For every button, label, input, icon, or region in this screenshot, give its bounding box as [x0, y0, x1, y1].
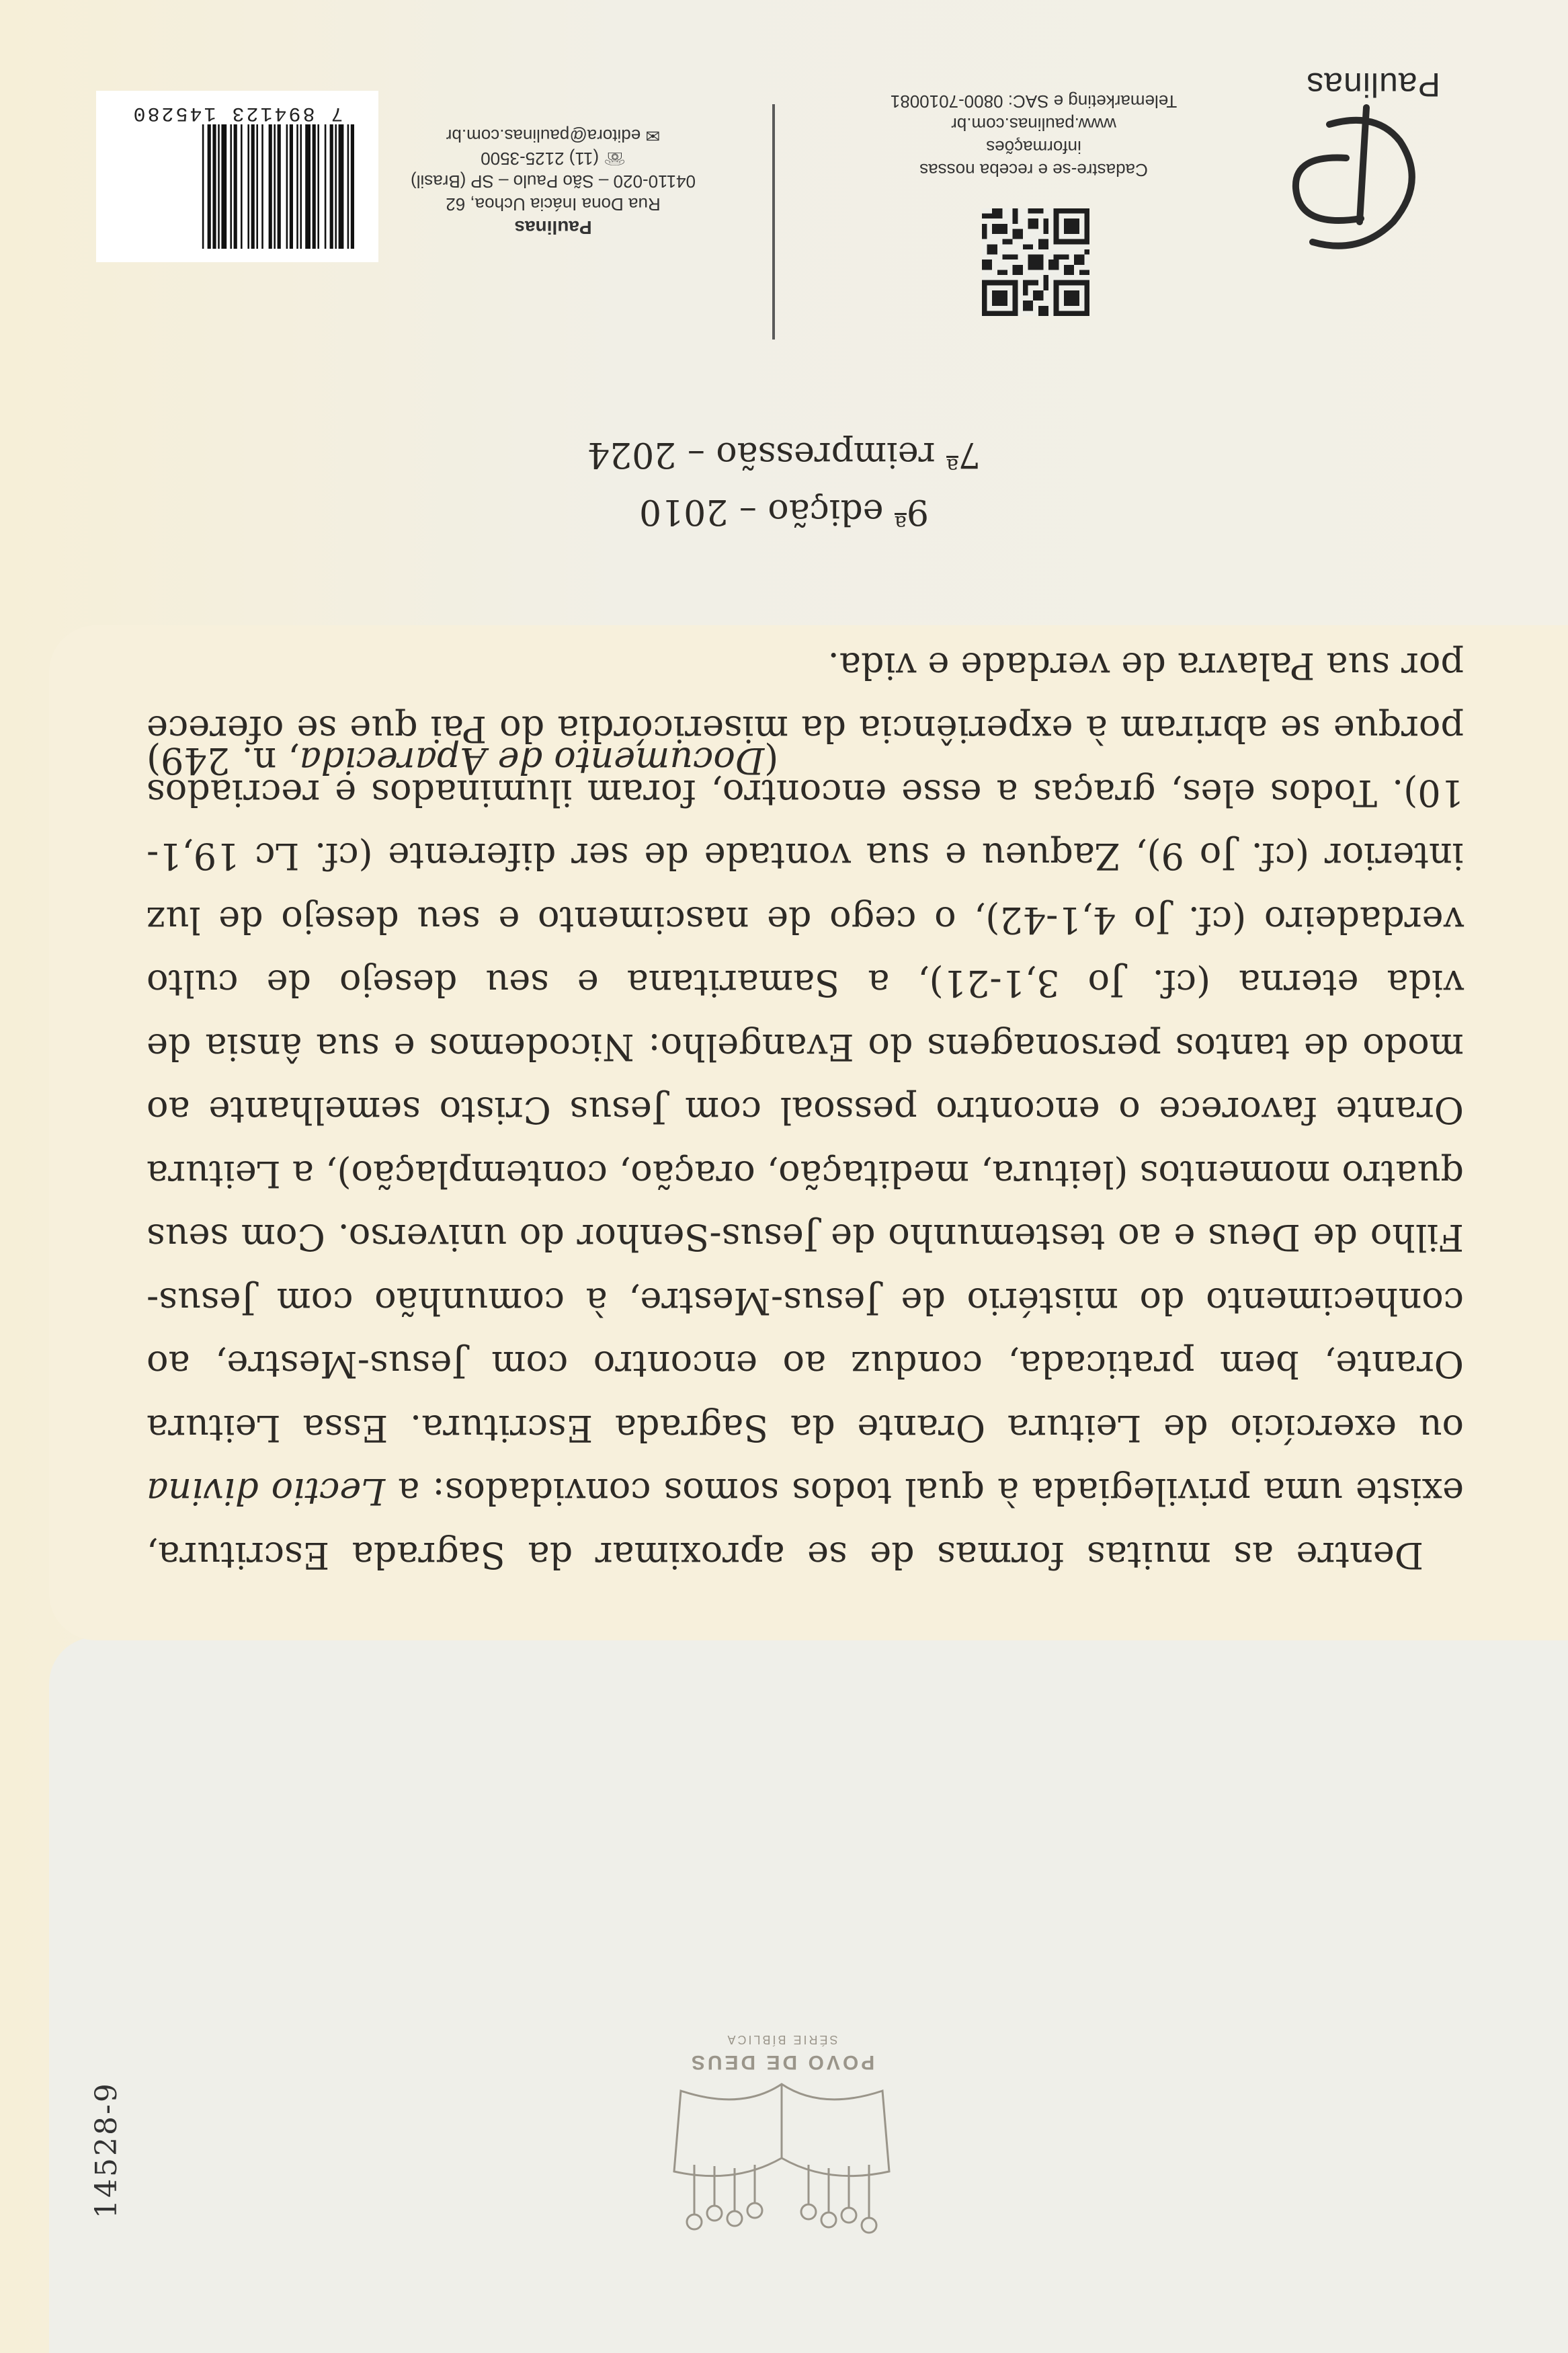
open-bible-with-people-icon	[641, 2024, 923, 2245]
barcode-bar	[339, 124, 344, 249]
barcode-area	[96, 91, 378, 262]
barcode-bar	[221, 124, 226, 249]
barcode-bar	[230, 124, 232, 249]
cover-code: 14528-9	[89, 2081, 124, 2219]
address-phone: ☏ (11) 2125-3500	[481, 149, 626, 169]
publisher-name: Paulinas	[1306, 66, 1440, 104]
barcode-bar	[269, 124, 272, 249]
quote-part-2: ou exercício de Leitura Orante da Sagrada Escritura. Essa Leitura Orante, bem praticada, conduz ao encontro com Jesus-Mestre, ao conhecimento do mistério de Jesus-Mestre, à comunhão com Jesus-Filho de Deus e ao testemunho de Jesus-Senhor do universo. Com seus quatro momentos (leitura, meditação, oração, contemplação), a Leitura Orante favorece o encontro pessoal com Jesus Cristo semelhante ao modo de tantos personagens do Evangelho: Nicodemos e sua ânsia de vida eterna (cf. Jo 3,1-21), a Samaritana e seu desejo de culto verdadeiro (cf. Jo 4,1-42), o cego de nascimento e seu desejo de luz interior (cf. Jo 9), Zaqueu e sua vontade de ser diferente (cf. Lc 19,1-10). Todos eles, graças a esse encontro, foram iluminados e recriados porque se abriram à experiência da misericórdia do Pai que se oferece por sua Palavra de verdade e vida.	[147, 645, 1464, 1449]
address-email[interactable]: ✉ editora@paulinas.com.br	[446, 126, 661, 146]
quote-part-1: Dentre as muitas formas de se aproximar da Sagrada Escritura, existe uma privilegiada à qual todos somos convidados: a	[147, 1470, 1464, 1577]
barcode-digits: 7 894123 145280	[131, 102, 343, 124]
edition-line: 9$^a$ edição – 2010	[638, 491, 930, 534]
barcode-bar	[300, 124, 302, 249]
source-title: Documento de Aparecida	[299, 740, 765, 782]
barcode-bar	[202, 124, 204, 249]
barcode-bar	[241, 124, 243, 249]
publisher-address	[392, 124, 714, 239]
barcode-bar	[278, 124, 281, 249]
address-brand: Paulinas	[514, 217, 592, 238]
barcode-bar	[347, 124, 349, 249]
barcode-bar	[351, 124, 354, 249]
barcode-bar	[212, 124, 216, 249]
series-title: POVO DE DEUS	[688, 2051, 875, 2073]
address-city: 04110-020 – São Paulo – SP (Brasil)	[411, 171, 696, 192]
barcode-bar	[313, 124, 316, 249]
envelope-icon: ✉	[645, 126, 661, 146]
divider	[772, 104, 775, 340]
barcode-bar	[305, 124, 311, 249]
barcode-bar	[286, 124, 288, 249]
barcode-bar	[330, 124, 333, 249]
reprint-line: 7$^a$ reimpressão – 2024	[587, 434, 981, 477]
quote-source: (Documento de Aparecida, n. 249)	[147, 740, 779, 782]
barcode-bar	[234, 124, 237, 249]
barcode-bar	[317, 124, 319, 249]
series-subtitle: SÉRIE BÍBLICA	[725, 2033, 838, 2046]
quote-italic-term: Lectio divina	[146, 1470, 386, 1513]
phone-icon: ☏	[604, 149, 626, 169]
barcode-icon	[116, 124, 358, 249]
barcode-bar	[208, 124, 211, 249]
qr-code-icon	[982, 208, 1089, 316]
barcode-bar	[290, 124, 293, 249]
barcode-bar	[296, 124, 298, 249]
barcode-bar	[251, 124, 255, 249]
qr-text-signup: Cadastre-se e receba nossas informações	[919, 137, 1148, 180]
qr-text-website[interactable]: www.paulinas.com.br	[951, 114, 1116, 134]
barcode-bar	[256, 124, 258, 249]
barcode-bar	[218, 124, 220, 249]
address-street: Rua Dona Inácia Uchoa, 62	[446, 194, 661, 214]
qr-text-sac: Telemarketing e SAC: 0800-7010081	[890, 91, 1178, 112]
barcode-bar	[274, 124, 276, 249]
barcode-bar	[325, 124, 327, 249]
top-panel	[49, 1637, 1568, 2353]
barcode-bar	[335, 124, 337, 249]
barcode-bar	[247, 124, 249, 249]
barcode-bar	[261, 124, 263, 249]
